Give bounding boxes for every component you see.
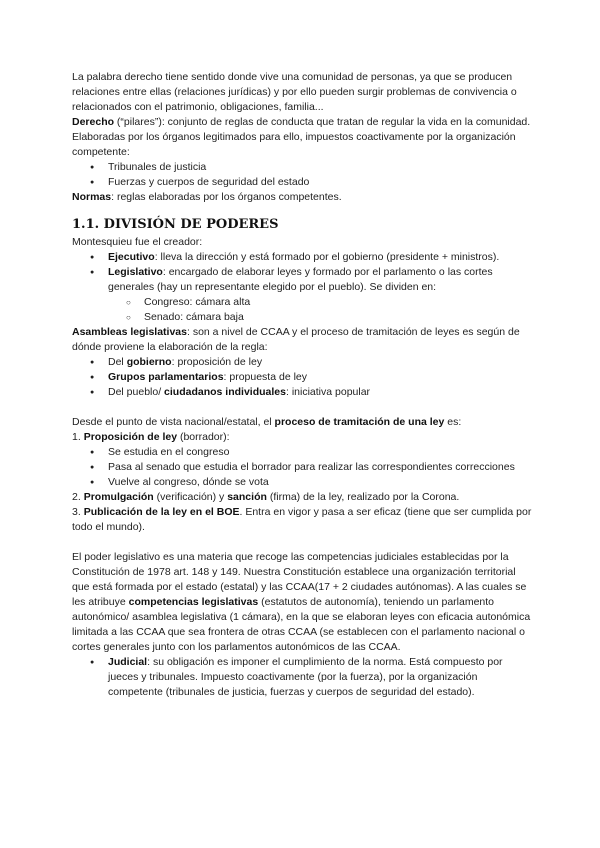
list-item-judicial: ● Judicial: su obligación es imponer el cumplimiento de la norma. Está compuesto por jueces y tribunales. Impuesto coactivamente (por la fuerza), por la organización competente (tribunales de justicia, fuerzas y cuerpos de seguridad del estado). [108, 655, 532, 700]
derecho-list [72, 160, 532, 190]
derecho-term: Derecho [72, 116, 115, 128]
intro-paragraph: La palabra derecho tiene sentido donde vive una comunidad de personas, ya que se producen relaciones entre ellas (relaciones jurídicas) y por ello pueden surgir problemas de convivencia o relacionados con el patrimonio, obligaciones, familia... [72, 71, 517, 113]
list-item: ● Del pueblo/ ciudadanos individuales: iniciativa popular [108, 385, 532, 400]
list-item: ● Vuelve al congreso, dónde se vota [108, 475, 532, 490]
normas-definition: Normas: reglas elaboradas por los órganos competentes. [72, 191, 342, 203]
judicial-list [72, 655, 532, 700]
step-1-list [72, 445, 532, 490]
list-item: ● Tribunales de justicia [108, 160, 532, 175]
tramitacion-intro: Desde el punto de vista nacional/estatal, el proceso de tramitación de una ley es: [72, 416, 462, 428]
spacer [72, 535, 532, 550]
asambleas-definition: Asambleas legislativas: son a nivel de CCAA y el proceso de tramitación de leyes es según de dónde proviene la elaboración de la regla: [72, 326, 520, 353]
list-item: ○ Congreso: cámara alta [144, 295, 532, 310]
list-item-ejecutivo: ● Ejecutivo: lleva la dirección y está formado por el gobierno (presidente + ministros). [108, 250, 532, 265]
step-3: 3. Publicación de la ley en el BOE. Entra en vigor y pasa a ser eficaz (tiene que ser cumplida por todo el mundo). [72, 506, 532, 533]
legislativo-paragraph: El poder legislativo es una materia que recoge las competencias judiciales establecidas por la Constitución de 1978 art. 148 y 149. Nuestra Constitución establece una organización territorial que está formada por el estado (estatal) y las CCAA(17 + 2 ciudades autónomas). A las cuales se les atribuye competencias legislativas (estatutos de autonomía), teniendo un parlamento autonómico/ asamblea legislativa (1 cámara), en la que se elaboran leyes con eficacia autonómica limitada a las CCAA que sea frontera de otras CCAA (se establecen con el parlamento nacional o cortes generales junto con los parlamentos autonómicos de las CCAA. [72, 551, 531, 653]
spacer [72, 400, 532, 415]
section-heading: 1.1. DIVISIÓN DE PODERES [72, 217, 279, 232]
list-item: ● Fuerzas y cuerpos de seguridad del estado [108, 175, 532, 190]
derecho-definition: Derecho (“pilares”): conjunto de reglas de conducta que tratan de regular la vida en la comunidad. Elaboradas por los órganos legitimados para ello, impuestos coactivamente por la organización competente: [72, 116, 531, 158]
origen-list [72, 355, 532, 400]
step-2: 2. Promulgación (verificación) y sanción (firma) de la ley, realizado por la Corona. [72, 491, 460, 503]
document-body [72, 70, 532, 700]
poderes-list [72, 250, 532, 325]
normas-term: Normas [72, 191, 112, 203]
list-item: ● Pasa al senado que estudia el borrador para realizar las correspondientes correcciones [108, 460, 532, 475]
list-item-legislativo: ● Legislativo: encargado de elaborar leyes y formado por el parlamento o las cortes generales (hay un representante elegido por el pueblo). Se dividen en: ○ Congreso: cámara alta ○ Senado: cámara baja [108, 265, 532, 325]
creator-line: Montesquieu fue el creador: [72, 236, 203, 248]
list-item: ○ Senado: cámara baja [144, 310, 532, 325]
list-item: ● Grupos parlamentarios: propuesta de ley [108, 370, 532, 385]
camaras-list [108, 295, 532, 325]
list-item: ● Del gobierno: proposición de ley [108, 355, 532, 370]
step-1: 1. Proposición de ley (borrador): [72, 431, 230, 443]
list-item: ● Se estudia en el congreso [108, 445, 532, 460]
